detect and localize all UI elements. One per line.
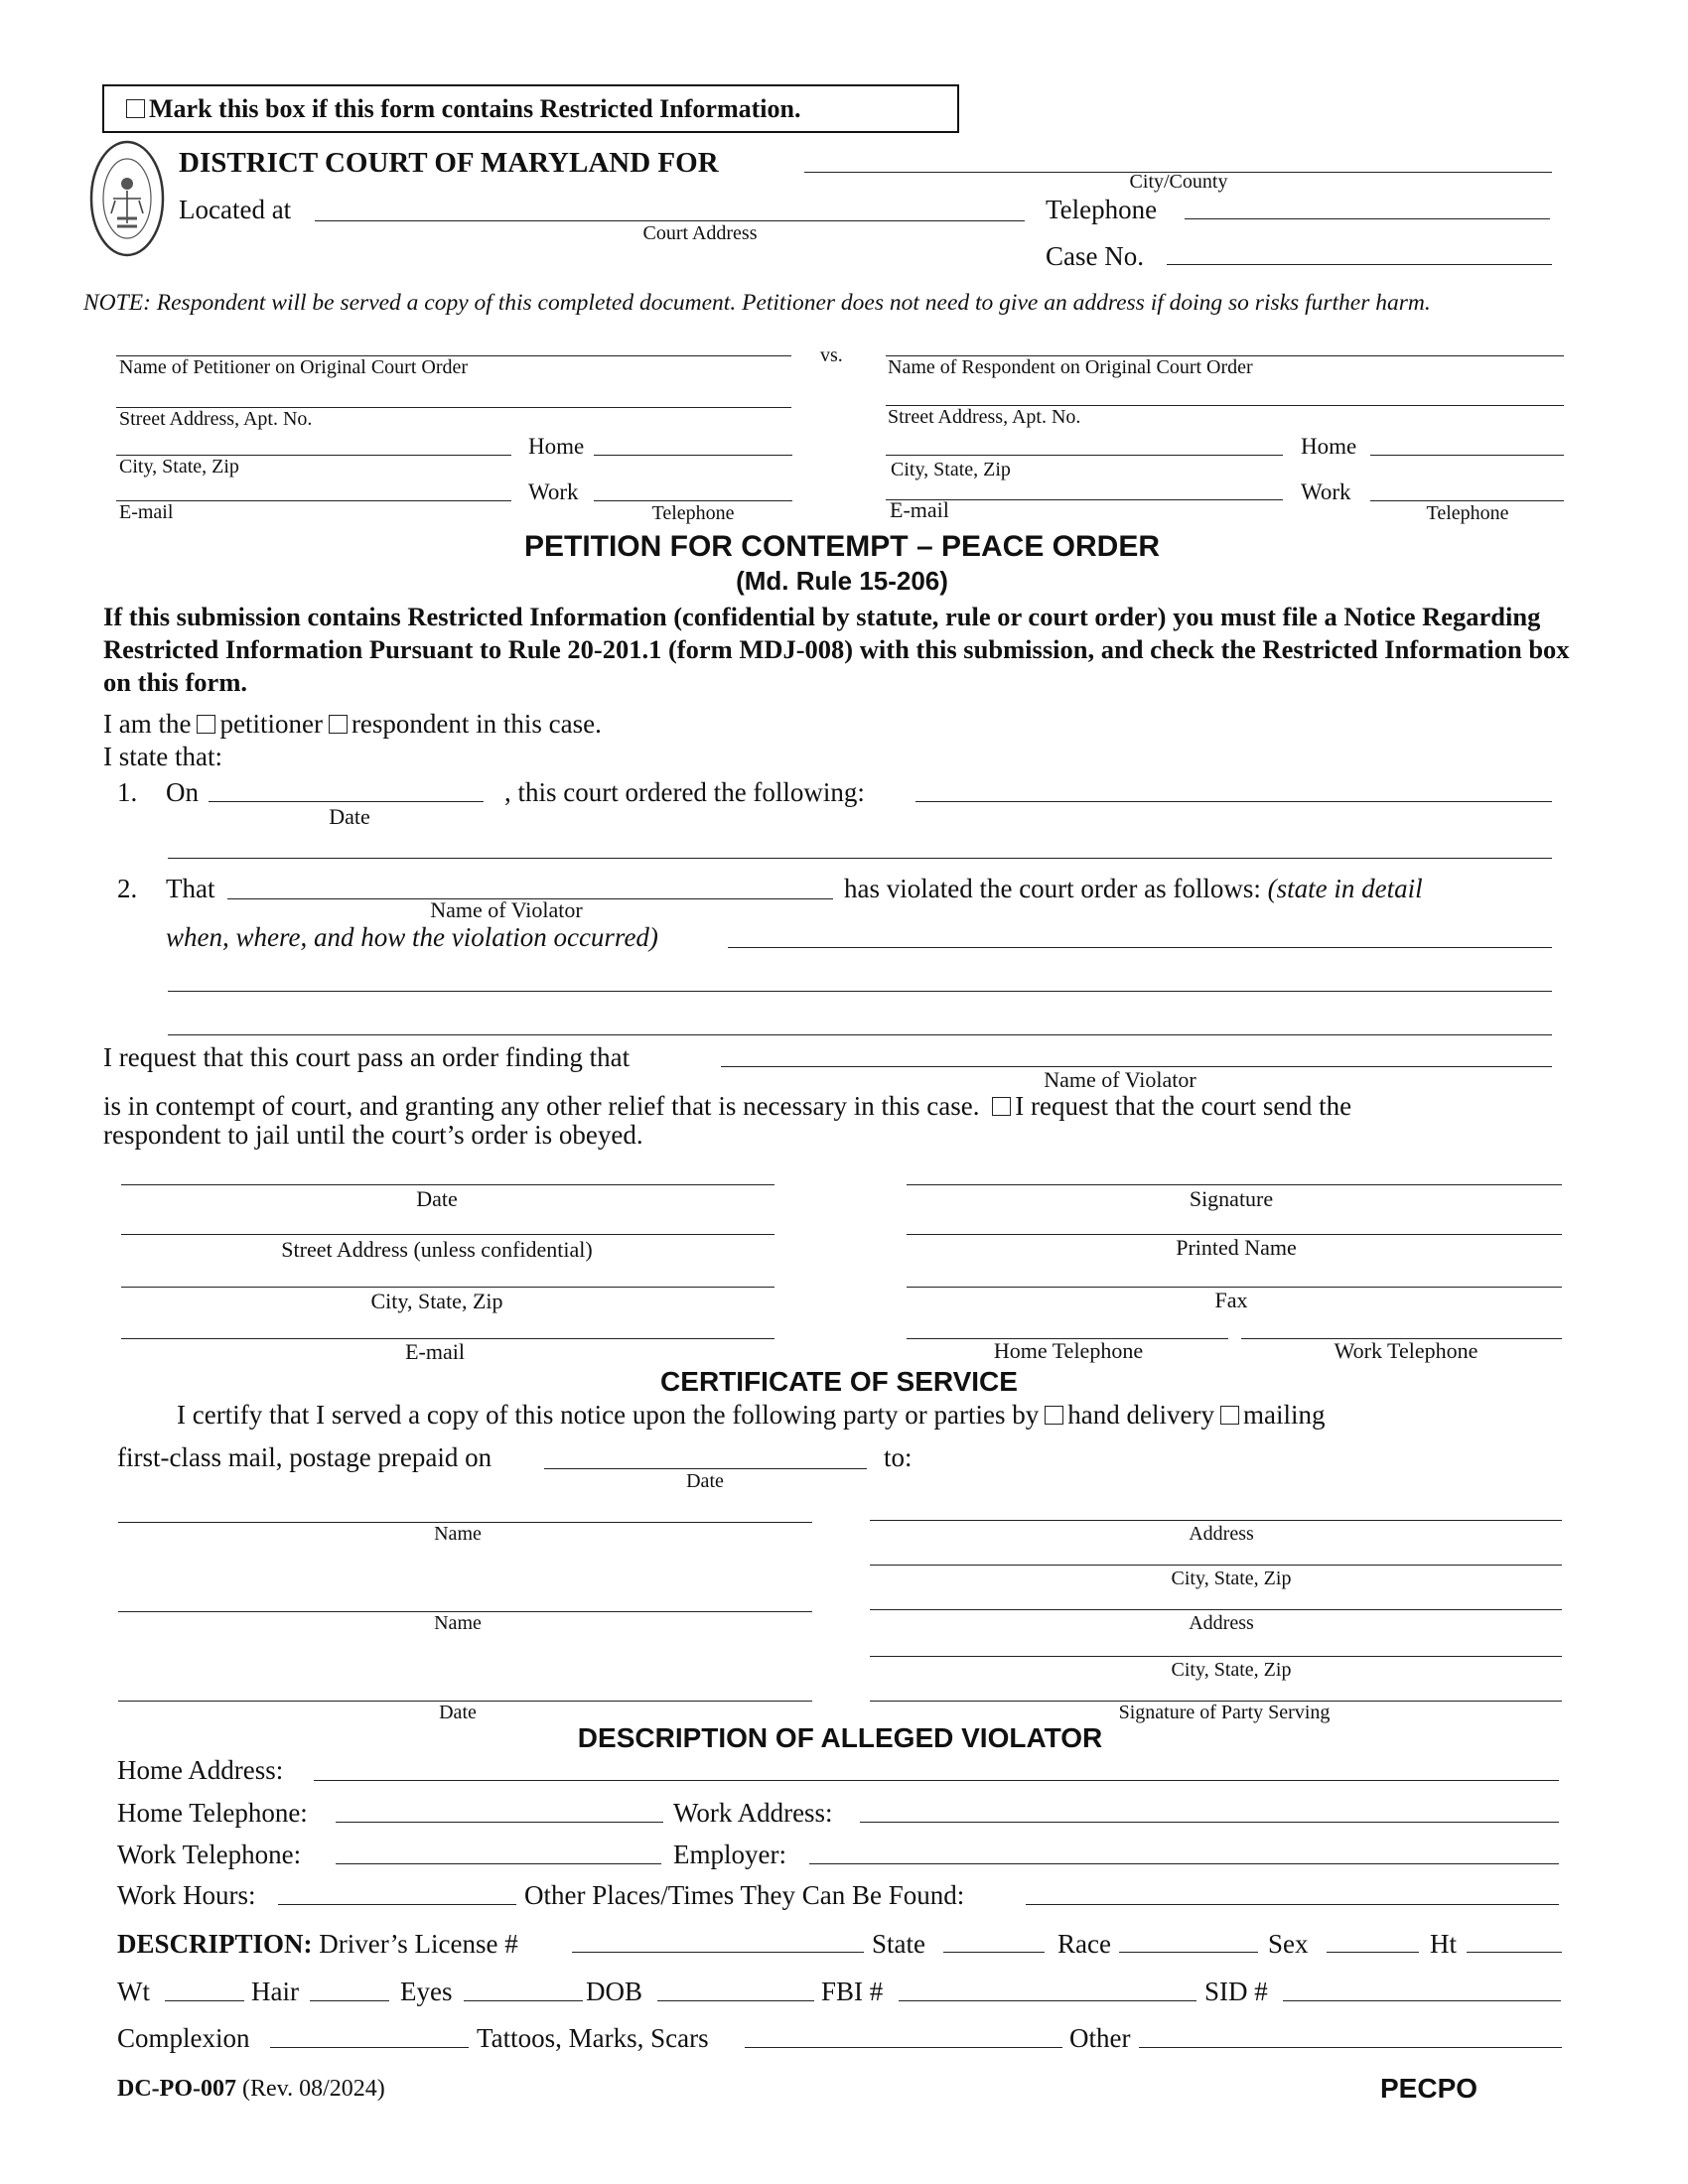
wt-label: Wt [117,1977,150,2006]
race-label: Race [1057,1929,1111,1959]
jail-text-2: respondent to jail until the court’s order is obeyed. [103,1120,643,1150]
respondent-work-tel-line[interactable] [1370,500,1564,501]
filer-street-line[interactable] [121,1234,774,1235]
to-label: to: [884,1442,913,1472]
mailing-label: mailing [1242,1400,1326,1430]
served-city-line-2[interactable] [870,1656,1562,1657]
contempt-text: is in contempt of court, and granting any other relief that is necessary in this case. [103,1091,980,1121]
violator-home-tel-label: Home Telephone: [117,1798,308,1828]
filer-city-line[interactable] [121,1287,774,1288]
sid-label: SID # [1204,1977,1268,2006]
home-telephone-caption: Home Telephone [993,1338,1144,1363]
respondent-telephone-caption: Telephone [1426,502,1509,524]
served-address-caption-1: Address [1189,1523,1254,1545]
employer-label: Employer: [673,1840,786,1869]
item2-text [844,876,1423,902]
drivers-license-label: Driver’s License # [319,1929,518,1959]
served-address-line-2[interactable] [870,1609,1562,1610]
violation-line-1[interactable] [728,947,1552,948]
tattoos-label: Tattoos, Marks, Scars [477,2023,709,2053]
vs-label: vs. [820,344,843,366]
telephone-label: Telephone [1046,195,1158,224]
order-date-caption: Date [329,804,370,829]
service-date-caption: Date [686,1470,724,1492]
form-number: DC-PO-007 [117,2076,236,2102]
sex-label: Sex [1268,1929,1309,1959]
certificate-line-1 [177,1402,1325,1429]
served-address-caption-2: Address [1189,1612,1254,1634]
signature-caption: Signature [1189,1186,1274,1211]
respondent-name-caption: Name of Respondent on Original Court Order [888,356,1253,378]
respondent-city-caption: City, State, Zip [891,459,1011,480]
signature-line[interactable] [907,1184,1562,1185]
violator-work-tel-line[interactable] [336,1863,661,1864]
petition-date-line[interactable] [121,1184,774,1185]
work-address-label: Work Address: [673,1798,833,1828]
other-label: Other [1069,2023,1131,2053]
item1-on-label: On [166,777,199,807]
complexion-label: Complexion [117,2023,250,2053]
note-text: NOTE: Respondent will be served a copy of this completed document. Petitioner does not need to give an address if doing so risks further harm. [83,290,1431,316]
violation-line-3[interactable] [168,1034,1552,1035]
dob-label: DOB [586,1977,643,2006]
ht-label: Ht [1430,1929,1457,1959]
certificate-line-2: first-class mail, postage prepaid on [117,1442,492,1472]
violator-home-tel-line[interactable] [336,1822,663,1823]
item2-italic-1: (state in detail [1267,874,1423,903]
fbi-line[interactable] [899,2000,1196,2001]
dob-line[interactable] [657,2000,814,2001]
printed-name-caption: Printed Name [1176,1235,1297,1260]
eyes-line[interactable] [464,2000,583,2001]
fbi-label: FBI # [821,1977,884,2006]
hair-line[interactable] [310,2000,389,2001]
respondent-label: respondent in this case. [351,709,602,739]
work-hours-label: Work Hours: [117,1880,256,1910]
i-state-label: I state that: [103,742,222,771]
jail-checkbox[interactable] [992,1097,1011,1116]
certificate-date-caption: Date [439,1702,477,1723]
city-county-caption: City/County [1129,171,1228,193]
petitioner-email-line[interactable] [116,500,511,501]
court-address-caption: Court Address [642,222,758,244]
item1-number: 1. [117,777,138,807]
item2-that-label: That [166,874,215,903]
petitioner-home-label: Home [528,434,585,459]
race-line[interactable] [1119,1952,1258,1953]
court-address-line[interactable] [315,220,1025,221]
respondent-street-caption: Street Address, Apt. No. [888,406,1081,428]
home-address-label: Home Address: [117,1755,284,1785]
work-hours-line[interactable] [278,1904,516,1905]
served-address-line-1[interactable] [870,1520,1562,1521]
filer-city-caption: City, State, Zip [370,1289,503,1313]
employer-line[interactable] [809,1863,1559,1864]
request-text: I request that this court pass an order finding that [103,1042,631,1072]
party-serving-signature-caption: Signature of Party Serving [1118,1702,1331,1723]
restricted-info-row [126,96,800,122]
respondent-city-line[interactable] [886,455,1283,456]
restricted-info-checkbox[interactable] [126,99,145,118]
form-code: PECPO [1380,2073,1478,2104]
work-telephone-caption: Work Telephone [1334,1338,1478,1363]
petitioner-email-caption: E-mail [119,501,174,523]
i-am-the-label: I am the [103,709,192,739]
sex-line[interactable] [1327,1952,1419,1953]
state-line[interactable] [943,1952,1045,1953]
court-telephone-line[interactable] [1185,218,1550,219]
petitioner-checkbox[interactable] [197,715,215,734]
description-label-row [117,1931,518,1958]
work-address-line[interactable] [860,1822,1559,1823]
item2-text-main: has violated the court order as follows: [844,874,1261,903]
violation-line-2[interactable] [168,991,1552,992]
contempt-row [103,1093,1351,1120]
respondent-home-label: Home [1301,434,1357,459]
restricted-info-label: Mark this box if this form contains Restricted Information. [149,94,801,123]
home-address-line[interactable] [314,1780,1559,1781]
item1-text: , this court ordered the following: [504,777,865,807]
petition-date-caption: Date [416,1186,458,1211]
service-date-line[interactable] [544,1468,867,1469]
respondent-home-tel-line[interactable] [1370,455,1564,456]
petitioner-home-tel-line[interactable] [594,455,792,456]
order-description-line-1[interactable] [915,801,1552,802]
form-title: PETITION FOR CONTEMPT – PEACE ORDER [523,530,1161,563]
violator-name-caption: Name of Violator [430,897,583,922]
drivers-license-line[interactable] [572,1952,864,1953]
hand-delivery-checkbox[interactable] [1045,1406,1063,1425]
item2-italic-2: when, where, and how the violation occurred) [166,922,658,952]
respondent-email-caption: E-mail [890,497,949,522]
case-no-label: Case No. [1046,241,1144,271]
court-title: DISTRICT COURT OF MARYLAND FOR [179,147,719,179]
sid-line[interactable] [1283,2000,1561,2001]
wt-line[interactable] [165,2000,244,2001]
complexion-line[interactable] [270,2047,469,2048]
petitioner-work-label: Work [528,479,579,504]
petitioner-street-caption: Street Address, Apt. No. [119,408,313,430]
respondent-checkbox[interactable] [329,715,348,734]
petitioner-city-caption: City, State, Zip [119,456,239,478]
other-places-line[interactable] [1026,1904,1559,1905]
respondent-work-label: Work [1301,479,1351,504]
contempt-violator-caption: Name of Violator [1044,1067,1196,1092]
served-city-caption-1: City, State, Zip [1171,1568,1292,1589]
eyes-label: Eyes [400,1977,453,2006]
filer-email-caption: E-mail [405,1339,465,1364]
located-at-label: Located at [179,195,292,224]
served-city-line-1[interactable] [870,1565,1562,1566]
filer-street-caption: Street Address (unless confidential) [281,1237,593,1262]
tattoos-line[interactable] [745,2047,1062,2048]
mailing-checkbox[interactable] [1220,1406,1239,1425]
description-label: DESCRIPTION: [117,1929,313,1959]
violator-title: DESCRIPTION OF ALLEGED VIOLATOR [577,1722,1103,1753]
restricted-notice: If this submission contains Restricted Information (confidential by statute, rule or court order) you must file a Notice Regarding Restricted Information Pursuant to Rule 20-201.1 (form MDJ-008) with this submission, and check the Restricted Information box on this form. [103,602,1570,697]
petitioner-work-tel-line[interactable] [594,500,792,501]
petitioner-name-caption: Name of Petitioner on Original Court Order [119,356,469,378]
party-role-row [103,711,602,738]
form-rule: (Md. Rule 15-206) [736,566,948,596]
ht-line[interactable] [1467,1952,1562,1953]
order-date-line[interactable] [209,801,484,802]
form-number-row [117,2077,385,2101]
court-seal [89,139,165,258]
hand-delivery-label: hand delivery [1067,1400,1214,1430]
case-no-line[interactable] [1167,264,1552,265]
served-name-caption-1: Name [434,1523,482,1545]
hair-label: Hair [251,1977,299,2006]
other-line[interactable] [1139,2047,1562,2048]
certificate-title: CERTIFICATE OF SERVICE [660,1366,1018,1397]
petitioner-label: petitioner [219,709,323,739]
order-description-line-2[interactable] [168,858,1552,859]
violator-work-tel-label: Work Telephone: [117,1840,302,1869]
jail-text-1: I request that the court send the [1015,1091,1352,1121]
state-label: State [872,1929,925,1959]
petitioner-telephone-caption: Telephone [651,502,735,524]
served-city-caption-2: City, State, Zip [1171,1659,1292,1681]
certificate-text: I certify that I served a copy of this notice upon the following party or parties by [177,1400,1040,1430]
item2-number: 2. [117,874,138,903]
form-revision: (Rev. 08/2024) [241,2076,385,2102]
served-name-caption-2: Name [434,1612,482,1634]
fax-caption: Fax [1214,1288,1248,1312]
other-places-label: Other Places/Times They Can Be Found: [524,1880,965,1910]
